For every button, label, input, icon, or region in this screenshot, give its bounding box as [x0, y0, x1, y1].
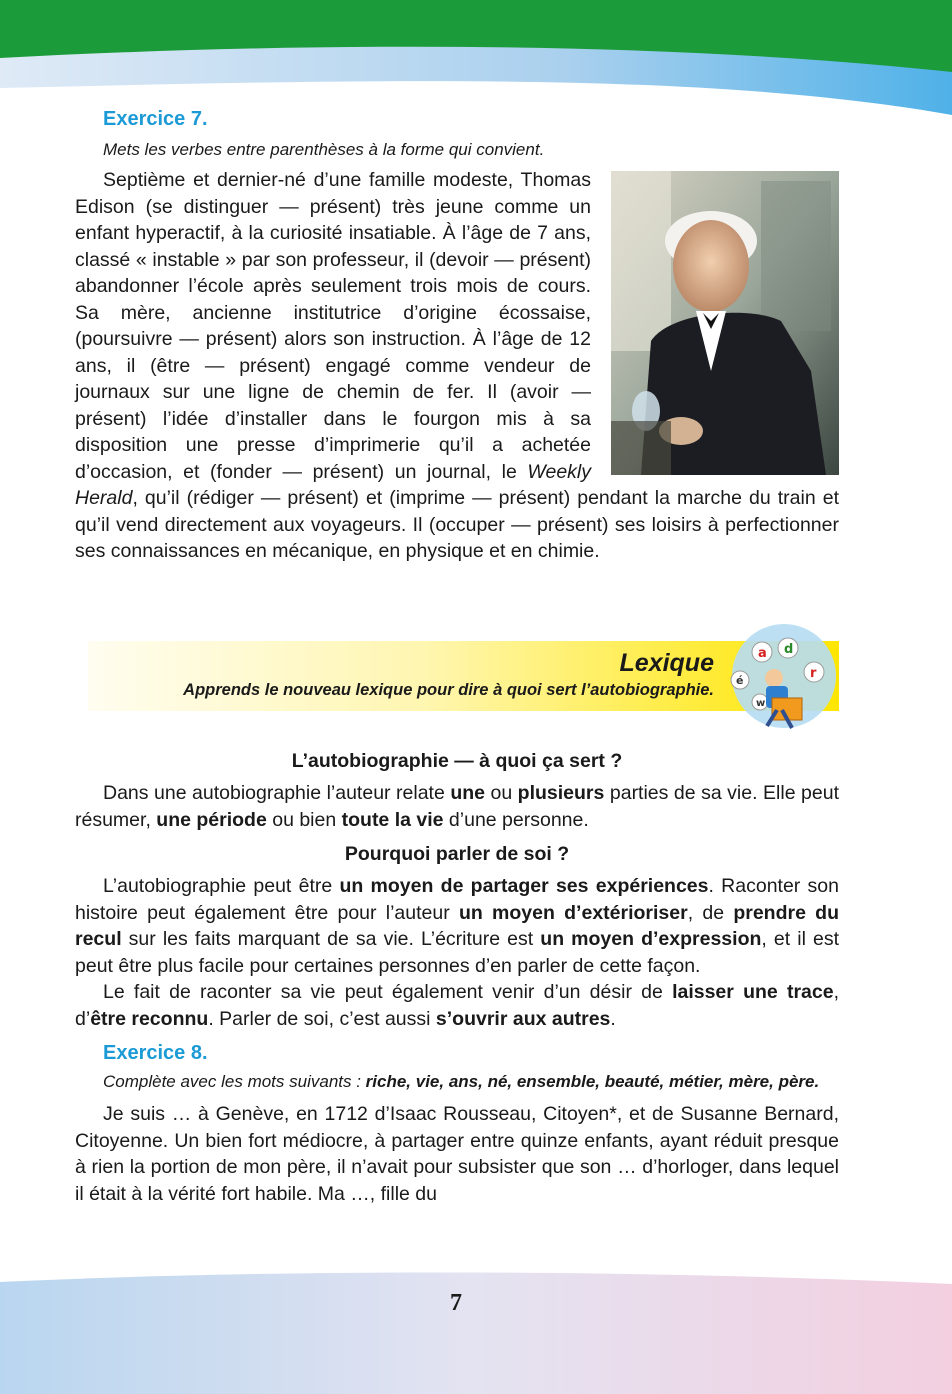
letter-w: w: [756, 698, 766, 709]
lexique-title: Lexique: [619, 649, 714, 677]
exercise-title: Exercice 7.: [103, 108, 208, 130]
edison-photo: [611, 171, 839, 475]
header-decoration: [0, 0, 952, 120]
exercise-8-instruction: Complète avec les mots suivants : riche, vie, ans, né, ensemble, beauté, métier, mère, père.: [103, 1072, 820, 1091]
exercise-7-text: Septième et dernier-né d’une famille modeste, Thomas Edison (se distinguer — présent) très jeune comme un enfant hyperactif, à la curiosité insatiable. À l’âge de 7 ans, classé « instable » par son professeur, il (devoir — présent) abandonner l’école après seulement trois mois de cours. Sa mère, ancienne institutrice d’origine écossaise, (poursuivre — présent) alors son instruction. À l’âge de 12 ans, il (être — présent) engagé comme vendeur de journaux sur une ligne de chemin de fer. Il (avoir — présent) l’idée d’installer dans le fourgon mis à sa disposition une presse d’imprimerie qu’il a achetée d’occasion, et (fonder — présent) un journal, le Weekly Herald, qu’il (rédiger — présent) et (imprime — présent) pendant la marche du train et qu’il vend directement aux voyageurs. Il (occuper — présent) ses loisirs à perfectionner ses connaissances en mécanique, en physique et en chimie.: [75, 169, 839, 562]
main-content: [75, 748, 839, 1207]
lexique-subtitle: Apprends le nouveau lexique pour dire à quoi sert l’autobiographie.: [183, 681, 714, 699]
letter-r: r: [810, 666, 817, 681]
exercise-7: [75, 108, 839, 565]
section-1-paragraph: Dans une autobiographie l’auteur relate une ou plusieurs parties de sa vie. Elle peut résumer, une période ou bien toute la vie d’une personne.: [75, 782, 839, 831]
letter-d: d: [784, 642, 794, 657]
section-2-paragraph-1: L’autobiographie peut être un moyen de partager ses expériences. Raconter son histoire peut également être pour l’auteur un moyen d’extérioriser, de prendre du recul sur les faits marquant de sa vie. L’écriture est un moyen d’expression, et il est peut être plus facile pour certaines personnes d’en parler de cette façon.: [75, 875, 839, 977]
page-number: 7: [450, 1290, 462, 1316]
section-title-autobiographie: L’autobiographie — à quoi ça sert ?: [291, 750, 623, 772]
section-title-pourquoi: Pourquoi parler de soi ?: [344, 843, 570, 865]
exercise-8-text: Je suis … à Genève, en 1712 d’Isaac Rousseau, Citoyen*, et de Susanne Bernard, Citoyenne. Un bien fort médiocre, à partager entre quinze enfants, ayant réduit presque à rien la portion de mon père, il n’avait pour subsister que son … d’horloger, dans lequel il était à la vérité fort habile. Ma …, fille du: [75, 1103, 839, 1205]
section-2-paragraph-2: Le fait de raconter sa vie peut également venir d’un désir de laisser une trace, d’être reconnu. Parler de soi, c’est aussi s’ouvrir aux autres.: [75, 981, 839, 1030]
exercise-8-title: Exercice 8.: [103, 1042, 208, 1064]
letter-a: a: [758, 646, 767, 661]
footer-decoration: [0, 1262, 952, 1394]
letter-e: é: [736, 674, 744, 687]
lexique-illustration: [722, 622, 840, 734]
exercise-instruction: Mets les verbes entre parenthèses à la forme qui convient.: [103, 140, 545, 159]
